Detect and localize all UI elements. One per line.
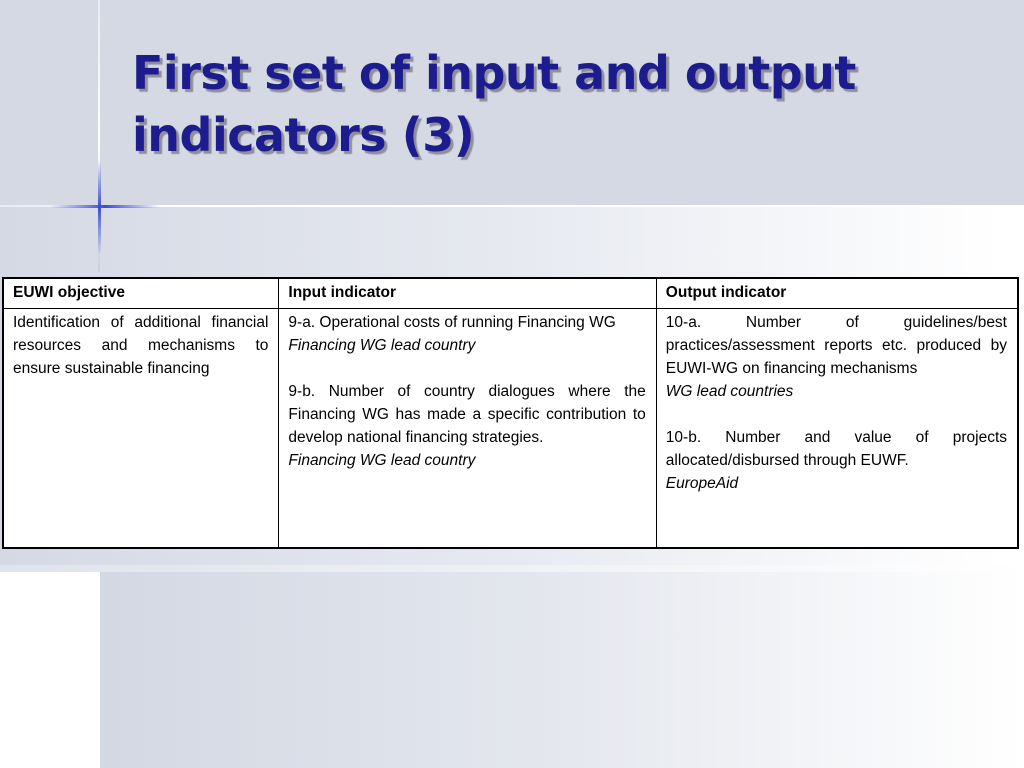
input-indicator-cell — [279, 309, 656, 549]
bottom-strip — [0, 565, 1024, 572]
input-indicator-text: 9-a. Operational costs of running Financing WG — [288, 314, 616, 331]
input-indicator-item — [288, 380, 645, 472]
objective-cell — [3, 309, 279, 549]
header-euwi-objective: EUWI objective — [3, 278, 279, 309]
footer-band — [100, 572, 1024, 768]
header-output-indicator: Output indicator — [656, 278, 1018, 309]
page-title: First set of input and output indicators (3) — [132, 46, 856, 162]
output-indicator-lead: EuropeAid — [665, 475, 739, 492]
output-indicator-text: 10-a. Number of guidelines/best practices/assessment reports etc. produced by EUWI-WG on financing mechanisms — [665, 314, 1007, 377]
output-indicator-item — [666, 311, 1007, 403]
objective-text: Identification of additional financial resources and mechanisms to ensure sustainable financing — [13, 314, 269, 377]
table-header-row — [3, 278, 1018, 309]
header-input-indicator: Input indicator — [279, 278, 656, 309]
input-indicator-item — [288, 311, 645, 357]
sparkle-star-icon — [40, 160, 160, 260]
output-indicator-item — [666, 426, 1007, 495]
input-indicator-lead: Financing WG lead country — [288, 337, 476, 354]
table-row — [3, 309, 1018, 549]
output-indicator-lead: WG lead countries — [665, 383, 794, 400]
input-indicator-lead: Financing WG lead country — [288, 452, 476, 469]
indicators-table — [2, 277, 1019, 549]
input-indicator-text: 9-b. Number of country dialogues where the Financing WG has made a specific contribution to develop national financing strategies. — [288, 383, 646, 446]
spacer — [288, 357, 645, 380]
footer-left-panel — [0, 572, 100, 768]
output-indicator-cell — [656, 309, 1018, 549]
spacer — [666, 403, 1007, 426]
output-indicator-text: 10-b. Number and value of projects allocated/disbursed through EUWF. — [665, 429, 1007, 469]
